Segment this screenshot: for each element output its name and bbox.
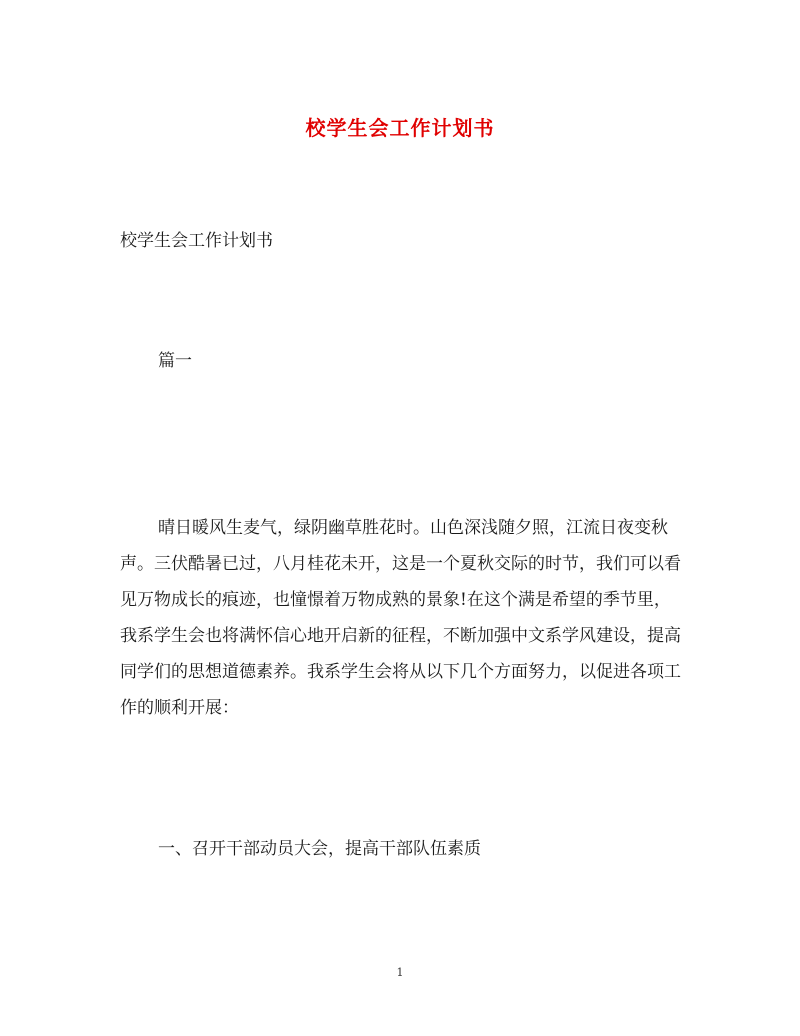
page-number: 1 [396, 966, 404, 979]
section-label: 篇一 [158, 351, 192, 371]
section-heading: 一、召开干部动员大会，提高干部队伍素质 [158, 839, 481, 859]
document-subtitle: 校学生会工作计划书 [120, 231, 273, 251]
body-paragraph: 晴日暖风生麦气，绿阴幽草胜花时。山色深浅随夕照，江流日夜变秋声。三伏酷暑已过，八月桂花未开，这是一个夏秋交际的时节，我们可以看见万物成长的痕迹，也憧憬着万物成熟的景象!在这个满是希望的季节里，我系学生会也将满怀信心地开启新的征程，不断加强中文系学风建设，提高同学们的思想道德素养。我系学生会将从以下几个方面努力，以促进各项工作的顺利开展： [120, 518, 681, 718]
document-title: 校学生会工作计划书 [305, 116, 495, 140]
